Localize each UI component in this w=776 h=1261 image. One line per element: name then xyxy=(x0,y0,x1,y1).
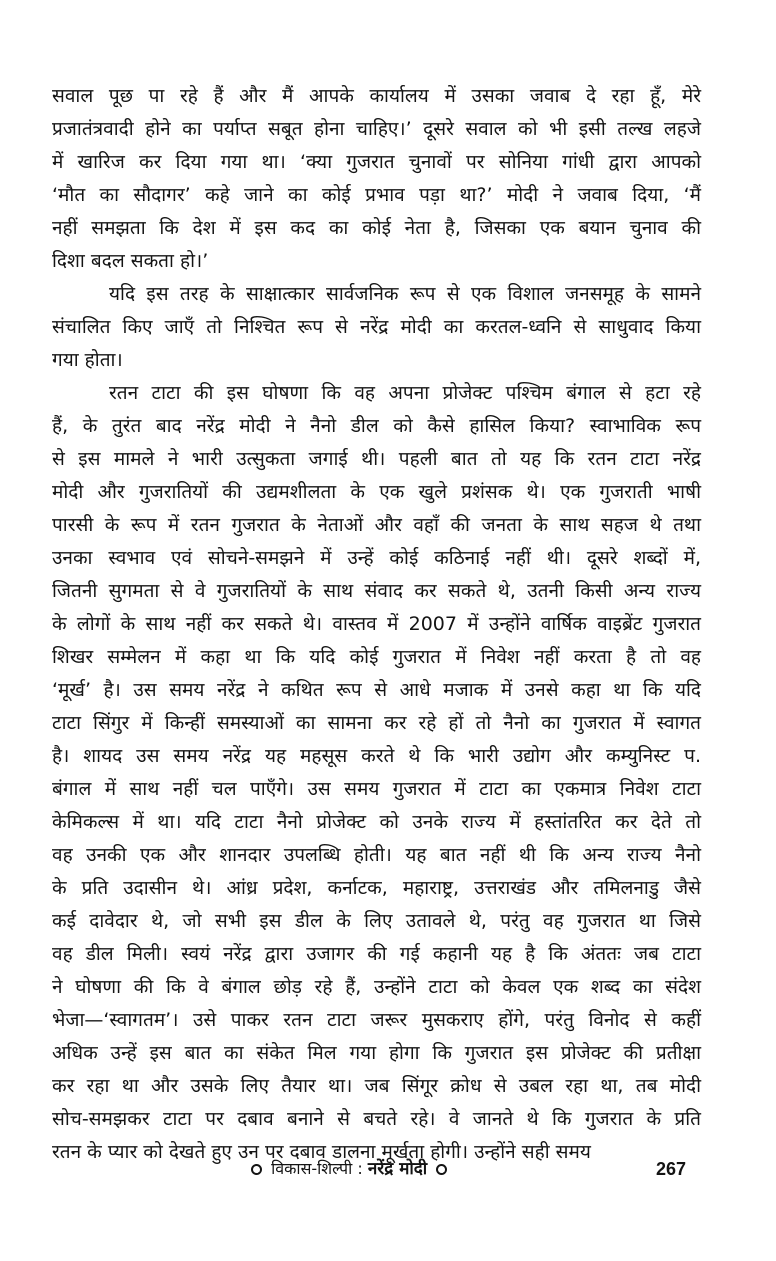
text-line: नहीं समझता कि देश में इस कद का कोई नेता है, जिसका एक बयान चुनाव की xyxy=(52,217,701,239)
text-line: सवाल पूछ पा रहे हैं और मैं आपके कार्यालय में उसका जवाब दे रहा हूँ, मेरे xyxy=(52,85,701,107)
page-body xyxy=(52,80,701,1169)
text-line: प्रजातंत्रवादी होने का पर्याप्त सबूत होना चाहिए।’ दूसरे सवाल को भी इसी तल्ख लहजे xyxy=(52,118,701,140)
text-line: हैं, के तुरंत बाद नरेंद्र मोदी ने नैनो डील को कैसे हासिल किया? स्वाभाविक रूप xyxy=(52,415,701,437)
text-line: दिशा बदल सकता हो।’ xyxy=(52,250,209,272)
text-line: टाटा सिंगुर में किन्हीं समस्याओं का सामना कर रहे हों तो नैनो का गुजरात में स्वागत xyxy=(52,712,701,734)
book-title-bold: नरेंद्र मोदी xyxy=(367,1159,428,1179)
text-line: भेजा—‘स्वागतम’। उसे पाकर रतन टाटा जरूर मुसकराए होंगे, परंतु विनोद से कहीं xyxy=(52,1009,701,1031)
running-footer-title xyxy=(247,1157,451,1181)
text-line: सोच-समझकर टाटा पर दबाव बनाने से बचते रहे। वे जानते थे कि गुजरात के प्रति xyxy=(52,1108,701,1130)
text-line: मोदी और गुजरातियों की उद्यमशीलता के एक खुले प्रशंसक थे। एक गुजराती भाषी xyxy=(52,481,701,503)
text-line: के प्रति उदासीन थे। आंध्र प्रदेश, कर्नाटक, महाराष्ट्र, उत्तराखंड और तमिलनाडु जैसे xyxy=(52,877,701,899)
page-footer xyxy=(0,1155,776,1185)
ornament-left-icon xyxy=(251,1164,262,1175)
text-line: गया होता। xyxy=(52,349,123,371)
text-line: रतन टाटा की इस घोषणा कि वह अपना प्रोजेक्ट पश्चिम बंगाल से हटा रहे xyxy=(109,382,701,404)
text-line: संचालित किए जाएँ तो निश्चित रूप से नरेंद्र मोदी का करतल-ध्वनि से साधुवाद किया xyxy=(52,316,701,338)
text-line: अधिक उन्हें इस बात का संकेत मिल गया होगा कि गुजरात इस प्रोजेक्ट की प्रतीक्षा xyxy=(52,1042,701,1064)
text-line: है। शायद उस समय नरेंद्र यह महसूस करते थे कि भारी उद्योग और कम्युनिस्ट प. xyxy=(52,745,701,767)
text-line: जितनी सुगमता से वे गुजरातियों के साथ संवाद कर सकते थे, उतनी किसी अन्य राज्य xyxy=(52,580,701,602)
text-line: शिखर सम्मेलन में कहा था कि यदि कोई गुजरात में निवेश नहीं करता है तो वह xyxy=(52,646,701,668)
text-line: बंगाल में साथ नहीं चल पाएँगे। उस समय गुजरात में टाटा का एकमात्र निवेश टाटा xyxy=(52,778,701,800)
paragraph xyxy=(52,377,701,1169)
text-line: कई दावेदार थे, जो सभी इस डील के लिए उतावले थे, परंतु वह गुजरात था जिसे xyxy=(52,910,701,932)
text-line: में खारिज कर दिया गया था। ‘क्या गुजरात चुनावों पर सोनिया गांधी द्वारा आपको xyxy=(52,151,701,173)
text-line: ने घोषणा की कि वे बंगाल छोड़ रहे हैं, उन्होंने टाटा को केवल एक शब्द का संदेश xyxy=(52,976,701,998)
paragraph xyxy=(52,278,701,377)
text-line: से इस मामले ने भारी उत्सुकता जगाई थी। पहली बात तो यह कि रतन टाटा नरेंद्र xyxy=(52,448,701,470)
text-line: ‘मूर्ख’ है। उस समय नरेंद्र ने कथित रूप से आधे मजाक में उनसे कहा था कि यदि xyxy=(52,679,701,701)
text-line: के लोगों के साथ नहीं कर सकते थे। वास्तव में 2007 में उन्होंने वार्षिक वाइब्रेंट गुजरात xyxy=(52,613,701,635)
text-line: रतन के प्यार को देखते हुए उन पर दबाव डालना मूर्खता होगी। उन्होंने सही समय xyxy=(52,1141,591,1163)
ornament-right-icon xyxy=(436,1164,447,1175)
text-line: पारसी के रूप में रतन गुजरात के नेताओं और वहाँ की जनता के साथ सहज थे तथा xyxy=(52,514,701,536)
paragraph xyxy=(52,80,701,278)
text-line: वह डील मिली। स्वयं नरेंद्र द्वारा उजागर की गई कहानी यह है कि अंततः जब टाटा xyxy=(52,943,701,965)
page-number: 267 xyxy=(656,1159,687,1179)
text-line: वह उनकी एक और शानदार उपलब्धि होती। यह बात नहीं थी कि अन्य राज्य नैनो xyxy=(52,844,701,866)
text-line: उनका स्वभाव एवं सोचने-समझने में उन्हें कोई कठिनाई नहीं थी। दूसरे शब्दों में, xyxy=(52,547,701,569)
text-line: ‘मौत का सौदागर’ कहे जाने का कोई प्रभाव पड़ा था?’ मोदी ने जवाब दिया, ‘मैं xyxy=(52,184,701,206)
book-title-light: विकास-शिल्पी : xyxy=(271,1159,363,1178)
text-line: कर रहा था और उसके लिए तैयार था। जब सिंगूर क्रोध से उबल रहा था, तब मोदी xyxy=(52,1075,701,1097)
text-line: केमिकल्स में था। यदि टाटा नैनो प्रोजेक्ट को उनके राज्य में हस्तांतरित कर देते तो xyxy=(52,811,701,833)
text-line: यदि इस तरह के साक्षात्कार सार्वजनिक रूप से एक विशाल जनसमूह के सामने xyxy=(109,283,701,305)
